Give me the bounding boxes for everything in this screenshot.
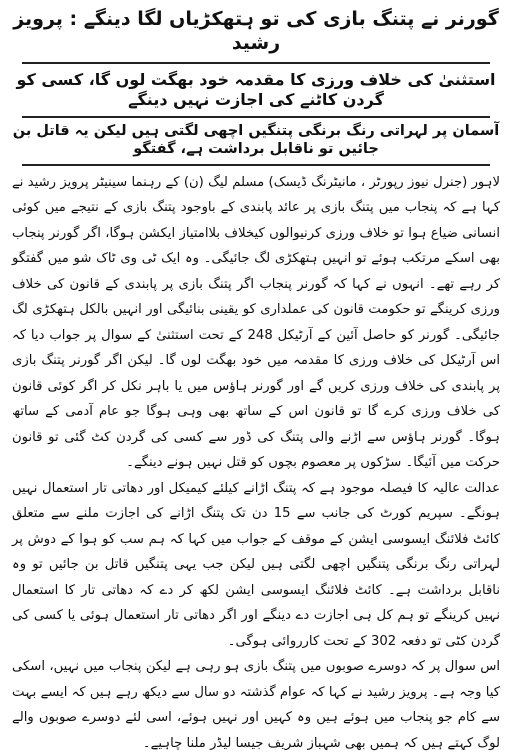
main-headline: گورنر نے پتنگ بازی کی تو ہتھکڑیاں لگا دینگے : پرویز رشید: [13, 8, 499, 54]
article-paragraph: لاہور (جنرل نیوز رپورٹر ، مانیٹرنگ ڈیسک) مسلم لیگ (ن) کے رہنما سینیٹر پرویز رشید نے کہا ہے کہ پنجاب میں پتنگ بازی پر عائد پابندی کے باوجود پتنگ بازی کے نتیجے میں کوئی انسانی ضیاع ہوا تو خلاف ورزی کرنیوالوں کیخلاف بلاامتیاز ایکشن ہوگا، اگر گورنر پنجاب بھی اسکے مرتکب ہوئے تو انہیں ہتھکڑی لگ جائیگی۔ وہ ایک ٹی وی ٹاک شو میں گفتگو کر رہے تھے۔ انہوں نے کہا کہ گورنر پنجاب اگر پتنگ بازی پر پابندی کے قانون کی خلاف ورزی کرینگے تو حکومت قانون کی عملداری کو یقینی بنائیگی اور انہیں بالکل ہتھکڑی لگ جائیگی۔ گورنر کو حاصل آئین کے آرٹیکل 248 کے تحت استثنیٰ کے سوال پر جواب دیا کہ اس آرٹیکل کی خلاف ورزی کا مقدمہ میں خود بھگت لوں گا۔ لیکن اگر گورنر پتنگ بازی پر پابندی کی خلاف ورزی کریں گے اور گورنر ہاؤس میں یا باہر نکل کر اگر کوئی قانون کی خلاف ورزی کرے گا تو قانون اس کے ساتھ بھی وہی ہوگا جو عام آدمی کے ساتھ ہوگا۔ گورنر ہاؤس سے اڑنے والی پتنگ کی ڈور سے کسی کی گردن کٹ گئی تو قانون حرکت میں آئیگا۔ سڑکوں پر معصوم بچوں کو قتل نہیں ہونے دینگے۔: [12, 174, 500, 471]
sub-headline: استثنیٰ کی خلاف ورزی کا مقدمہ خود بھگت لوں گا، کسی کو گردن کاٹنے کی اجازت نہیں دینگے: [16, 69, 496, 109]
article-paragraph: عدالت عالیہ کا فیصلہ موجود ہے کہ پتنگ اڑانے کیلئے کیمیکل اور دھاتی تار استعمال نہیں ہونگے۔ سپریم کورٹ کی جانب سے 15 دن تک پتنگ اڑانے کی اجازت ملنے سے متعلق کائٹ فلائنگ ایسوسی ایشن کے موقف کے جواب میں کہا کہ ہم سب کو ہوا کے دوش پر لہراتی رنگ برنگی پتنگیں اچھی لگتی ہیں لیکن جب یہی پتنگیں قاتل بن جائیں تو وہ ناقابل برداشت ہے۔ کائٹ فلائنگ ایسوسی ایشن لکھ کر دے کہ دھاتی تار کا استعمال نہیں کرینگے تو ہم کل ہی اجازت دے دینگے اور اگر دھاتی تار استعمال ہوئی یا کسی کی گردن کٹی تو دفعہ 302 کے تحت کارروائی ہوگی۔: [12, 480, 500, 649]
article-body: [12, 170, 500, 756]
article-paragraph: اس سوال پر کہ دوسرے صوبوں میں پتنگ بازی ہو رہی ہے لیکن پنجاب میں نہیں، اسکی کیا وجہ ہے۔ پرویز رشید نے کہا کہ عوام گذشتہ دو سال سے دیکھ رہے ہیں کہ ایسے بہت سے کام جو پنجاب میں ہوئے ہیں وہ کہیں اور نہیں ہوئے، اسی لئے دوسرے صوبوں والے لوگ کہتے ہیں کہ ہمیں بھی شہباز شریف جیسا لیڈر ملنا چاہیے۔: [12, 659, 500, 751]
headline-divider-bottom: [22, 164, 490, 166]
headline-divider-middle: [22, 116, 490, 118]
sub-headline-secondary: آسمان پر لہراتی رنگ برنگی پتنگیں اچھی لگتی ہیں لیکن یہ قاتل بن جائیں تو ناقابل برداشت ہے، گفتگو: [12, 122, 500, 157]
headline-divider-top: [22, 62, 490, 64]
